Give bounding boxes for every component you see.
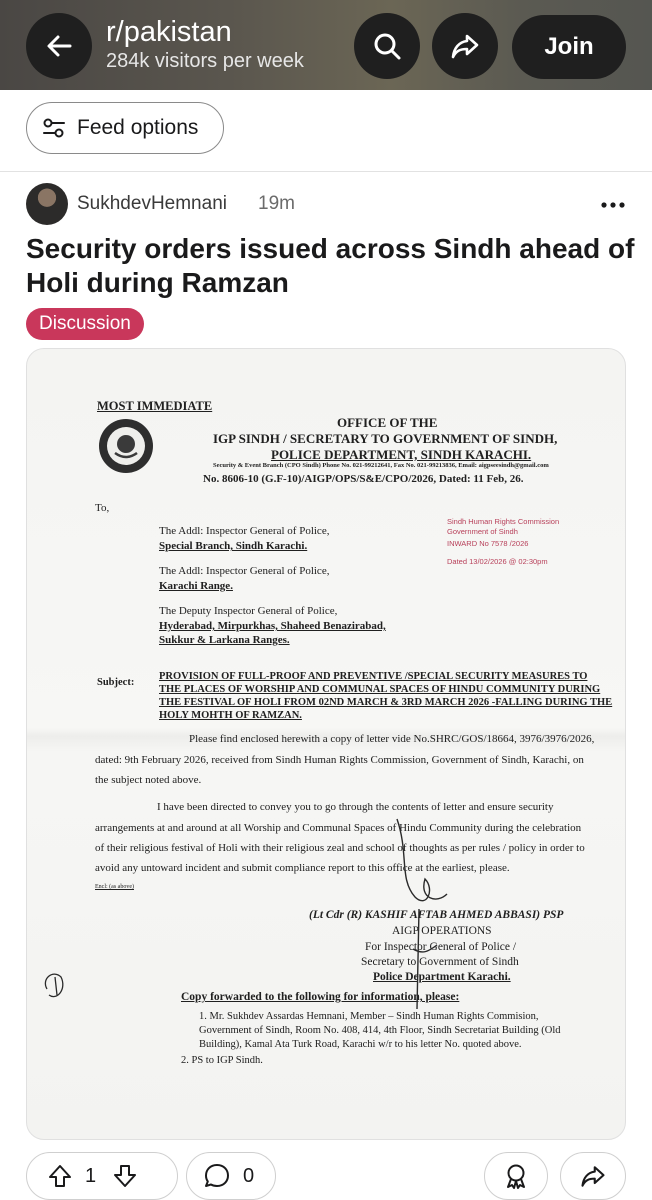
post-title[interactable]: Security orders issued across Sindh ahead of Holi during Ramzan (26, 233, 635, 298)
doc-paragraph-line: the subject noted above. (95, 774, 202, 786)
doc-office-line: OFFICE OF THE (337, 415, 438, 430)
more-dots-icon (600, 201, 626, 209)
doc-signatory-line: Secretary to Government of Sindh (361, 956, 519, 968)
doc-signatory-line: AIGP OPERATIONS (392, 925, 492, 937)
doc-cc-line: 2. PS to IGP Sindh. (181, 1055, 263, 1066)
doc-paragraph-line: Please find enclosed herewith a copy of letter vide No.SHRC/GOS/18664, 3976/3976/2026, (189, 733, 595, 745)
doc-enclosure: Encl: (as above) (95, 884, 134, 890)
upvote-icon[interactable] (47, 1163, 73, 1189)
doc-paragraph-line: dated: 9th February 2026, received from Sindh Human Rights Commission, Government of Sindh, Karachi, on (95, 754, 584, 766)
doc-signatory-name: (Lt Cdr (R) KASHIF AFTAB AHMED ABBASI) PSP (309, 909, 564, 921)
downvote-icon[interactable] (112, 1163, 138, 1189)
share-post-button[interactable] (560, 1152, 626, 1200)
flair-badge[interactable]: Discussion (26, 308, 144, 340)
doc-paragraph-line: of their religious festival of Holi with their religious zeal and school of thoughts as per rules / policy in order to (95, 842, 585, 854)
doc-subject-line: PROVISION OF FULL-PROOF AND PREVENTIVE /SPECIAL SECURITY MEASURES TO (159, 671, 588, 682)
doc-recipient: The Addl: Inspector General of Police, (159, 525, 330, 537)
doc-branch-line: Security & Event Branch (CPO Sindh) Phone No. 021-99212641, Fax No. 021-99213836, Email: aigpseesindh@gmail.com (213, 462, 549, 469)
doc-signatory-line: Police Department Karachi. (373, 971, 511, 983)
visitor-count: 284k visitors per week (106, 50, 304, 72)
sliders-icon (41, 115, 67, 141)
feed-options-button[interactable] (26, 102, 224, 154)
comment-count: 0 (243, 1164, 255, 1187)
more-options-button[interactable] (598, 190, 628, 220)
comments-button[interactable] (186, 1152, 276, 1200)
doc-number-line: No. 8606-10 (G.F-10)/AIGP/OPS/S&E/CPO/2026, Dated: 11 Feb, 26. (203, 473, 524, 485)
doc-office-line: POLICE DEPARTMENT, SINDH KARACHI. (271, 447, 532, 462)
doc-stamp-line: Sindh Human Rights Commission (447, 517, 560, 526)
doc-recipient: Hyderabad, Mirpurkhas, Shaheed Benazirabad, (159, 620, 386, 632)
post-age: 19m (258, 193, 295, 214)
doc-subject-line: THE FESTIVAL OF HOLI FROM 02ND MARCH & 3RD MARCH 2026 -FALLING DURING THE (159, 697, 613, 708)
doc-office-line: IGP SINDH / SECRETARY TO GOVERNMENT OF SINDH, (213, 431, 558, 446)
doc-stamp-line: INWARD No 7578 /2026 (447, 539, 529, 548)
doc-paragraph-line: I have been directed to convey you to go through the contents of letter and ensure security (157, 801, 554, 813)
doc-paragraph-line: avoid any untoward incident and submit compliance report to this office at the earliest, please. (95, 862, 510, 874)
doc-recipient: Karachi Range. (159, 580, 233, 592)
back-button[interactable] (26, 13, 92, 79)
share-icon (579, 1162, 607, 1190)
subreddit-name[interactable]: r/pakistan (106, 16, 232, 48)
doc-stamp-line: Government of Sindh (447, 527, 518, 536)
share-button[interactable] (432, 13, 498, 79)
doc-paragraph-line: arrangements at and around at all Worship and Communal Spaces of Hindu Community during the celebration (95, 822, 582, 834)
award-button[interactable] (484, 1152, 548, 1200)
signature-scribble-icon (27, 349, 626, 1140)
share-icon (449, 30, 481, 62)
doc-recipient: The Addl: Inspector General of Police, (159, 565, 330, 577)
post-image[interactable] (26, 348, 626, 1140)
back-arrow-icon (44, 31, 74, 61)
doc-cc-line: Building), Kamal Ata Turk Road, Karachi w/r to his letter No. quoted above. (199, 1039, 522, 1050)
doc-most-immediate: MOST IMMEDIATE (97, 399, 213, 413)
upvote-count: 1 (85, 1164, 97, 1187)
search-icon (372, 31, 402, 61)
doc-subject-line: THE PLACES OF WORSHIP AND COMMUNAL SPACES OF HINDU COMMUNITY DURING (159, 684, 601, 695)
doc-to: To, (95, 502, 110, 514)
doc-recipient: Sukkur & Larkana Ranges. (159, 634, 290, 646)
feed-options-label: Feed options (77, 116, 199, 139)
divider (0, 171, 652, 172)
avatar[interactable] (26, 183, 68, 225)
subreddit-header (0, 0, 652, 90)
post-author[interactable]: SukhdevHemnani (77, 193, 227, 214)
doc-signatory-line: For Inspector General of Police / (365, 941, 517, 953)
doc-cc-line: Government of Sindh, Room No. 408, 414, 4th Floor, Sindh Secretariat Building (Old (199, 1025, 561, 1036)
doc-stamp-line: Dated 13/02/2026 @ 02:30pm (447, 557, 548, 566)
join-button[interactable]: Join (512, 15, 626, 79)
search-button[interactable] (354, 13, 420, 79)
doc-recipient: The Deputy Inspector General of Police, (159, 605, 338, 617)
doc-cc-line: 1. Mr. Sukhdev Assardas Hemnani, Member – Sindh Human Rights Commision, (199, 1011, 539, 1022)
vote-bar (26, 1152, 178, 1200)
comment-bubble-icon (203, 1162, 231, 1190)
doc-cc-heading: Copy forwarded to the following for information, please: (181, 991, 460, 1003)
award-icon (502, 1162, 530, 1190)
doc-recipient: Special Branch, Sindh Karachi. (159, 540, 308, 552)
doc-subject-line: HOLY MOHTH OF RAMZAN. (159, 710, 302, 721)
doc-subject-label: Subject: (97, 677, 135, 688)
